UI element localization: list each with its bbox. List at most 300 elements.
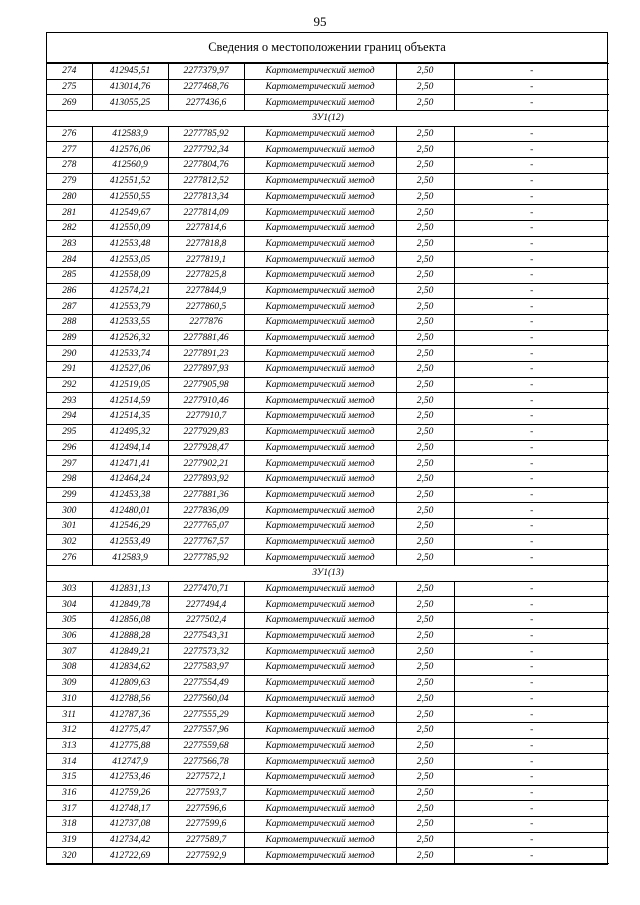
method-cell: Картометрический метод — [244, 644, 396, 660]
accuracy-cell: 2,50 — [396, 769, 454, 785]
point-number-cell: 320 — [47, 848, 92, 864]
x-coordinate-cell: 412471,41 — [92, 456, 168, 472]
y-coordinate-cell: 2277814,6 — [168, 220, 244, 236]
y-coordinate-cell: 2277566,78 — [168, 754, 244, 770]
description-cell: - — [454, 440, 609, 456]
accuracy-cell: 2,50 — [396, 424, 454, 440]
coordinates-table — [47, 63, 609, 864]
y-coordinate-cell: 2277881,46 — [168, 330, 244, 346]
table-row — [47, 79, 609, 95]
description-cell: - — [454, 817, 609, 833]
table-row — [47, 754, 609, 770]
x-coordinate-cell: 412759,26 — [92, 785, 168, 801]
description-cell: - — [454, 205, 609, 221]
method-cell: Картометрический метод — [244, 550, 396, 566]
point-number-cell: 304 — [47, 597, 92, 613]
description-cell: - — [454, 518, 609, 534]
x-coordinate-cell: 412747,9 — [92, 754, 168, 770]
table-title: Сведения о местоположении границ объекта — [47, 33, 607, 63]
table-row — [47, 299, 609, 315]
accuracy-cell: 2,50 — [396, 675, 454, 691]
point-number-cell: 277 — [47, 142, 92, 158]
method-cell: Картометрический метод — [244, 299, 396, 315]
accuracy-cell: 2,50 — [396, 142, 454, 158]
description-cell: - — [454, 691, 609, 707]
y-coordinate-cell: 2277593,7 — [168, 785, 244, 801]
y-coordinate-cell: 2277494,4 — [168, 597, 244, 613]
point-number-cell: 290 — [47, 346, 92, 362]
x-coordinate-cell: 412526,32 — [92, 330, 168, 346]
y-coordinate-cell: 2277813,34 — [168, 189, 244, 205]
accuracy-cell: 2,50 — [396, 64, 454, 80]
point-number-cell: 295 — [47, 424, 92, 440]
table-row — [47, 173, 609, 189]
x-coordinate-cell: 412495,32 — [92, 424, 168, 440]
table-row — [47, 409, 609, 425]
point-number-cell: 274 — [47, 64, 92, 80]
point-number-cell: 317 — [47, 801, 92, 817]
y-coordinate-cell: 2277555,29 — [168, 707, 244, 723]
method-cell: Картометрический метод — [244, 362, 396, 378]
description-cell: - — [454, 644, 609, 660]
description-cell: - — [454, 534, 609, 550]
point-number-cell: 298 — [47, 471, 92, 487]
method-cell: Картометрический метод — [244, 283, 396, 299]
x-coordinate-cell: 412546,29 — [92, 518, 168, 534]
point-number-cell: 296 — [47, 440, 92, 456]
table-row — [47, 675, 609, 691]
description-cell: - — [454, 377, 609, 393]
method-cell: Картометрический метод — [244, 769, 396, 785]
x-coordinate-cell: 412553,79 — [92, 299, 168, 315]
table-row — [47, 848, 609, 864]
y-coordinate-cell: 2277905,98 — [168, 377, 244, 393]
section-header-row — [47, 111, 609, 127]
table-row — [47, 487, 609, 503]
y-coordinate-cell: 2277554,49 — [168, 675, 244, 691]
description-cell: - — [454, 393, 609, 409]
point-number-cell: 276 — [47, 550, 92, 566]
x-coordinate-cell: 412583,9 — [92, 126, 168, 142]
y-coordinate-cell: 2277379,97 — [168, 64, 244, 80]
point-number-cell: 301 — [47, 518, 92, 534]
section-label: ЗУ1(13) — [47, 566, 609, 582]
table-row — [47, 785, 609, 801]
point-number-cell: 292 — [47, 377, 92, 393]
y-coordinate-cell: 2277560,04 — [168, 691, 244, 707]
x-coordinate-cell: 412560,9 — [92, 158, 168, 174]
point-number-cell: 305 — [47, 613, 92, 629]
x-coordinate-cell: 412775,47 — [92, 722, 168, 738]
table-row — [47, 64, 609, 80]
y-coordinate-cell: 2277596,6 — [168, 801, 244, 817]
method-cell: Картометрический метод — [244, 79, 396, 95]
description-cell: - — [454, 597, 609, 613]
x-coordinate-cell: 412514,35 — [92, 409, 168, 425]
x-coordinate-cell: 412945,51 — [92, 64, 168, 80]
accuracy-cell: 2,50 — [396, 267, 454, 283]
table-row — [47, 158, 609, 174]
description-cell: - — [454, 832, 609, 848]
accuracy-cell: 2,50 — [396, 613, 454, 629]
description-cell: - — [454, 315, 609, 331]
method-cell: Картометрический метод — [244, 832, 396, 848]
point-number-cell: 299 — [47, 487, 92, 503]
y-coordinate-cell: 2277502,4 — [168, 613, 244, 629]
description-cell: - — [454, 158, 609, 174]
method-cell: Картометрический метод — [244, 236, 396, 252]
accuracy-cell: 2,50 — [396, 126, 454, 142]
table-row — [47, 660, 609, 676]
point-number-cell: 283 — [47, 236, 92, 252]
section-label: ЗУ1(12) — [47, 111, 609, 127]
x-coordinate-cell: 412553,49 — [92, 534, 168, 550]
method-cell: Картометрический метод — [244, 722, 396, 738]
accuracy-cell: 2,50 — [396, 330, 454, 346]
section-header-row — [47, 566, 609, 582]
point-number-cell: 311 — [47, 707, 92, 723]
y-coordinate-cell: 2277599,6 — [168, 817, 244, 833]
x-coordinate-cell: 412453,38 — [92, 487, 168, 503]
accuracy-cell: 2,50 — [396, 660, 454, 676]
accuracy-cell: 2,50 — [396, 817, 454, 833]
y-coordinate-cell: 2277825,8 — [168, 267, 244, 283]
method-cell: Картометрический метод — [244, 393, 396, 409]
point-number-cell: 314 — [47, 754, 92, 770]
accuracy-cell: 2,50 — [396, 785, 454, 801]
point-number-cell: 316 — [47, 785, 92, 801]
accuracy-cell: 2,50 — [396, 158, 454, 174]
y-coordinate-cell: 2277814,09 — [168, 205, 244, 221]
method-cell: Картометрический метод — [244, 158, 396, 174]
accuracy-cell: 2,50 — [396, 299, 454, 315]
boundary-table-frame — [46, 32, 608, 865]
description-cell: - — [454, 675, 609, 691]
y-coordinate-cell: 2277785,92 — [168, 550, 244, 566]
point-number-cell: 300 — [47, 503, 92, 519]
description-cell: - — [454, 95, 609, 111]
method-cell: Картометрический метод — [244, 487, 396, 503]
method-cell: Картометрический метод — [244, 581, 396, 597]
table-row — [47, 597, 609, 613]
accuracy-cell: 2,50 — [396, 315, 454, 331]
method-cell: Картометрический метод — [244, 597, 396, 613]
table-row — [47, 817, 609, 833]
description-cell: - — [454, 848, 609, 864]
page-number: 95 — [313, 14, 327, 29]
method-cell: Картометрический метод — [244, 424, 396, 440]
method-cell: Картометрический метод — [244, 534, 396, 550]
x-coordinate-cell: 412787,36 — [92, 707, 168, 723]
point-number-cell: 275 — [47, 79, 92, 95]
x-coordinate-cell: 412533,55 — [92, 315, 168, 331]
description-cell: - — [454, 424, 609, 440]
y-coordinate-cell: 2277812,52 — [168, 173, 244, 189]
y-coordinate-cell: 2277785,92 — [168, 126, 244, 142]
y-coordinate-cell: 2277876 — [168, 315, 244, 331]
point-number-cell: 306 — [47, 628, 92, 644]
y-coordinate-cell: 2277891,23 — [168, 346, 244, 362]
point-number-cell: 315 — [47, 769, 92, 785]
point-number-cell: 297 — [47, 456, 92, 472]
table-row — [47, 220, 609, 236]
point-number-cell: 318 — [47, 817, 92, 833]
table-row — [47, 95, 609, 111]
point-number-cell: 279 — [47, 173, 92, 189]
y-coordinate-cell: 2277589,7 — [168, 832, 244, 848]
accuracy-cell: 2,50 — [396, 236, 454, 252]
description-cell: - — [454, 456, 609, 472]
x-coordinate-cell: 412550,09 — [92, 220, 168, 236]
description-cell: - — [454, 330, 609, 346]
point-number-cell: 307 — [47, 644, 92, 660]
description-cell: - — [454, 738, 609, 754]
description-cell: - — [454, 252, 609, 268]
y-coordinate-cell: 2277543,31 — [168, 628, 244, 644]
method-cell: Картометрический метод — [244, 377, 396, 393]
point-number-cell: 286 — [47, 283, 92, 299]
table-row — [47, 346, 609, 362]
accuracy-cell: 2,50 — [396, 346, 454, 362]
accuracy-cell: 2,50 — [396, 550, 454, 566]
description-cell: - — [454, 173, 609, 189]
accuracy-cell: 2,50 — [396, 393, 454, 409]
method-cell: Картометрический метод — [244, 189, 396, 205]
table-row — [47, 550, 609, 566]
method-cell: Картометрический метод — [244, 503, 396, 519]
description-cell: - — [454, 613, 609, 629]
accuracy-cell: 2,50 — [396, 738, 454, 754]
y-coordinate-cell: 2277910,46 — [168, 393, 244, 409]
x-coordinate-cell: 412583,9 — [92, 550, 168, 566]
table-row — [47, 471, 609, 487]
table-row — [47, 691, 609, 707]
table-row — [47, 722, 609, 738]
accuracy-cell: 2,50 — [396, 487, 454, 503]
y-coordinate-cell: 2277792,34 — [168, 142, 244, 158]
accuracy-cell: 2,50 — [396, 628, 454, 644]
method-cell: Картометрический метод — [244, 471, 396, 487]
accuracy-cell: 2,50 — [396, 456, 454, 472]
table-row — [47, 330, 609, 346]
table-row — [47, 252, 609, 268]
table-row — [47, 769, 609, 785]
method-cell: Картометрический метод — [244, 660, 396, 676]
point-number-cell: 312 — [47, 722, 92, 738]
point-number-cell: 276 — [47, 126, 92, 142]
y-coordinate-cell: 2277468,76 — [168, 79, 244, 95]
table-row — [47, 613, 609, 629]
x-coordinate-cell: 412748,17 — [92, 801, 168, 817]
x-coordinate-cell: 412519,05 — [92, 377, 168, 393]
x-coordinate-cell: 412576,06 — [92, 142, 168, 158]
method-cell: Картометрический метод — [244, 754, 396, 770]
description-cell: - — [454, 299, 609, 315]
y-coordinate-cell: 2277767,57 — [168, 534, 244, 550]
method-cell: Картометрический метод — [244, 518, 396, 534]
x-coordinate-cell: 412553,05 — [92, 252, 168, 268]
accuracy-cell: 2,50 — [396, 220, 454, 236]
description-cell: - — [454, 628, 609, 644]
table-row — [47, 267, 609, 283]
method-cell: Картометрический метод — [244, 613, 396, 629]
y-coordinate-cell: 2277893,92 — [168, 471, 244, 487]
description-cell: - — [454, 581, 609, 597]
table-row — [47, 142, 609, 158]
point-number-cell: 291 — [47, 362, 92, 378]
point-number-cell: 284 — [47, 252, 92, 268]
x-coordinate-cell: 412480,01 — [92, 503, 168, 519]
method-cell: Картометрический метод — [244, 691, 396, 707]
method-cell: Картометрический метод — [244, 738, 396, 754]
description-cell: - — [454, 707, 609, 723]
x-coordinate-cell: 412775,88 — [92, 738, 168, 754]
point-number-cell: 293 — [47, 393, 92, 409]
description-cell: - — [454, 267, 609, 283]
description-cell: - — [454, 142, 609, 158]
accuracy-cell: 2,50 — [396, 362, 454, 378]
description-cell: - — [454, 220, 609, 236]
x-coordinate-cell: 412558,09 — [92, 267, 168, 283]
accuracy-cell: 2,50 — [396, 644, 454, 660]
y-coordinate-cell: 2277559,68 — [168, 738, 244, 754]
point-number-cell: 303 — [47, 581, 92, 597]
x-coordinate-cell: 413014,76 — [92, 79, 168, 95]
y-coordinate-cell: 2277836,09 — [168, 503, 244, 519]
accuracy-cell: 2,50 — [396, 691, 454, 707]
x-coordinate-cell: 413055,25 — [92, 95, 168, 111]
table-row — [47, 503, 609, 519]
table-row — [47, 362, 609, 378]
y-coordinate-cell: 2277928,47 — [168, 440, 244, 456]
x-coordinate-cell: 412788,56 — [92, 691, 168, 707]
method-cell: Картометрический метод — [244, 628, 396, 644]
accuracy-cell: 2,50 — [396, 205, 454, 221]
accuracy-cell: 2,50 — [396, 832, 454, 848]
method-cell: Картометрический метод — [244, 848, 396, 864]
y-coordinate-cell: 2277765,07 — [168, 518, 244, 534]
method-cell: Картометрический метод — [244, 252, 396, 268]
method-cell: Картометрический метод — [244, 785, 396, 801]
method-cell: Картометрический метод — [244, 409, 396, 425]
method-cell: Картометрический метод — [244, 220, 396, 236]
method-cell: Картометрический метод — [244, 142, 396, 158]
description-cell: - — [454, 550, 609, 566]
y-coordinate-cell: 2277592,9 — [168, 848, 244, 864]
description-cell: - — [454, 346, 609, 362]
x-coordinate-cell: 412553,48 — [92, 236, 168, 252]
table-row — [47, 581, 609, 597]
point-number-cell: 280 — [47, 189, 92, 205]
point-number-cell: 285 — [47, 267, 92, 283]
x-coordinate-cell: 412734,42 — [92, 832, 168, 848]
method-cell: Картометрический метод — [244, 315, 396, 331]
x-coordinate-cell: 412574,21 — [92, 283, 168, 299]
table-row — [47, 424, 609, 440]
accuracy-cell: 2,50 — [396, 377, 454, 393]
x-coordinate-cell: 412527,06 — [92, 362, 168, 378]
y-coordinate-cell: 2277860,5 — [168, 299, 244, 315]
x-coordinate-cell: 412834,62 — [92, 660, 168, 676]
point-number-cell: 288 — [47, 315, 92, 331]
description-cell: - — [454, 769, 609, 785]
y-coordinate-cell: 2277910,7 — [168, 409, 244, 425]
method-cell: Картометрический метод — [244, 456, 396, 472]
x-coordinate-cell: 412737,08 — [92, 817, 168, 833]
description-cell: - — [454, 362, 609, 378]
description-cell: - — [454, 126, 609, 142]
description-cell: - — [454, 64, 609, 80]
table-row — [47, 283, 609, 299]
y-coordinate-cell: 2277572,1 — [168, 769, 244, 785]
y-coordinate-cell: 2277818,8 — [168, 236, 244, 252]
x-coordinate-cell: 412849,78 — [92, 597, 168, 613]
x-coordinate-cell: 412551,52 — [92, 173, 168, 189]
x-coordinate-cell: 412550,55 — [92, 189, 168, 205]
method-cell: Картометрический метод — [244, 267, 396, 283]
accuracy-cell: 2,50 — [396, 722, 454, 738]
y-coordinate-cell: 2277902,21 — [168, 456, 244, 472]
accuracy-cell: 2,50 — [396, 534, 454, 550]
table-row — [47, 377, 609, 393]
accuracy-cell: 2,50 — [396, 754, 454, 770]
accuracy-cell: 2,50 — [396, 409, 454, 425]
accuracy-cell: 2,50 — [396, 581, 454, 597]
description-cell: - — [454, 283, 609, 299]
description-cell: - — [454, 487, 609, 503]
table-row — [47, 628, 609, 644]
table-row — [47, 832, 609, 848]
method-cell: Картометрический метод — [244, 126, 396, 142]
table-row — [47, 315, 609, 331]
accuracy-cell: 2,50 — [396, 173, 454, 189]
point-number-cell: 289 — [47, 330, 92, 346]
method-cell: Картометрический метод — [244, 330, 396, 346]
point-number-cell: 302 — [47, 534, 92, 550]
y-coordinate-cell: 2277436,6 — [168, 95, 244, 111]
y-coordinate-cell: 2277557,96 — [168, 722, 244, 738]
accuracy-cell: 2,50 — [396, 440, 454, 456]
method-cell: Картометрический метод — [244, 675, 396, 691]
description-cell: - — [454, 409, 609, 425]
table-row — [47, 126, 609, 142]
method-cell: Картометрический метод — [244, 707, 396, 723]
table-row — [47, 518, 609, 534]
x-coordinate-cell: 412514,59 — [92, 393, 168, 409]
x-coordinate-cell: 412494,14 — [92, 440, 168, 456]
description-cell: - — [454, 471, 609, 487]
table-body — [47, 64, 609, 864]
description-cell: - — [454, 79, 609, 95]
description-cell: - — [454, 189, 609, 205]
table-row — [47, 205, 609, 221]
y-coordinate-cell: 2277929,83 — [168, 424, 244, 440]
table-row — [47, 534, 609, 550]
description-cell: - — [454, 754, 609, 770]
accuracy-cell: 2,50 — [396, 283, 454, 299]
x-coordinate-cell: 412753,46 — [92, 769, 168, 785]
x-coordinate-cell: 412856,08 — [92, 613, 168, 629]
x-coordinate-cell: 412549,67 — [92, 205, 168, 221]
x-coordinate-cell: 412888,28 — [92, 628, 168, 644]
point-number-cell: 308 — [47, 660, 92, 676]
y-coordinate-cell: 2277470,71 — [168, 581, 244, 597]
x-coordinate-cell: 412831,13 — [92, 581, 168, 597]
method-cell: Картометрический метод — [244, 64, 396, 80]
table-row — [47, 707, 609, 723]
y-coordinate-cell: 2277844,9 — [168, 283, 244, 299]
table-row — [47, 801, 609, 817]
